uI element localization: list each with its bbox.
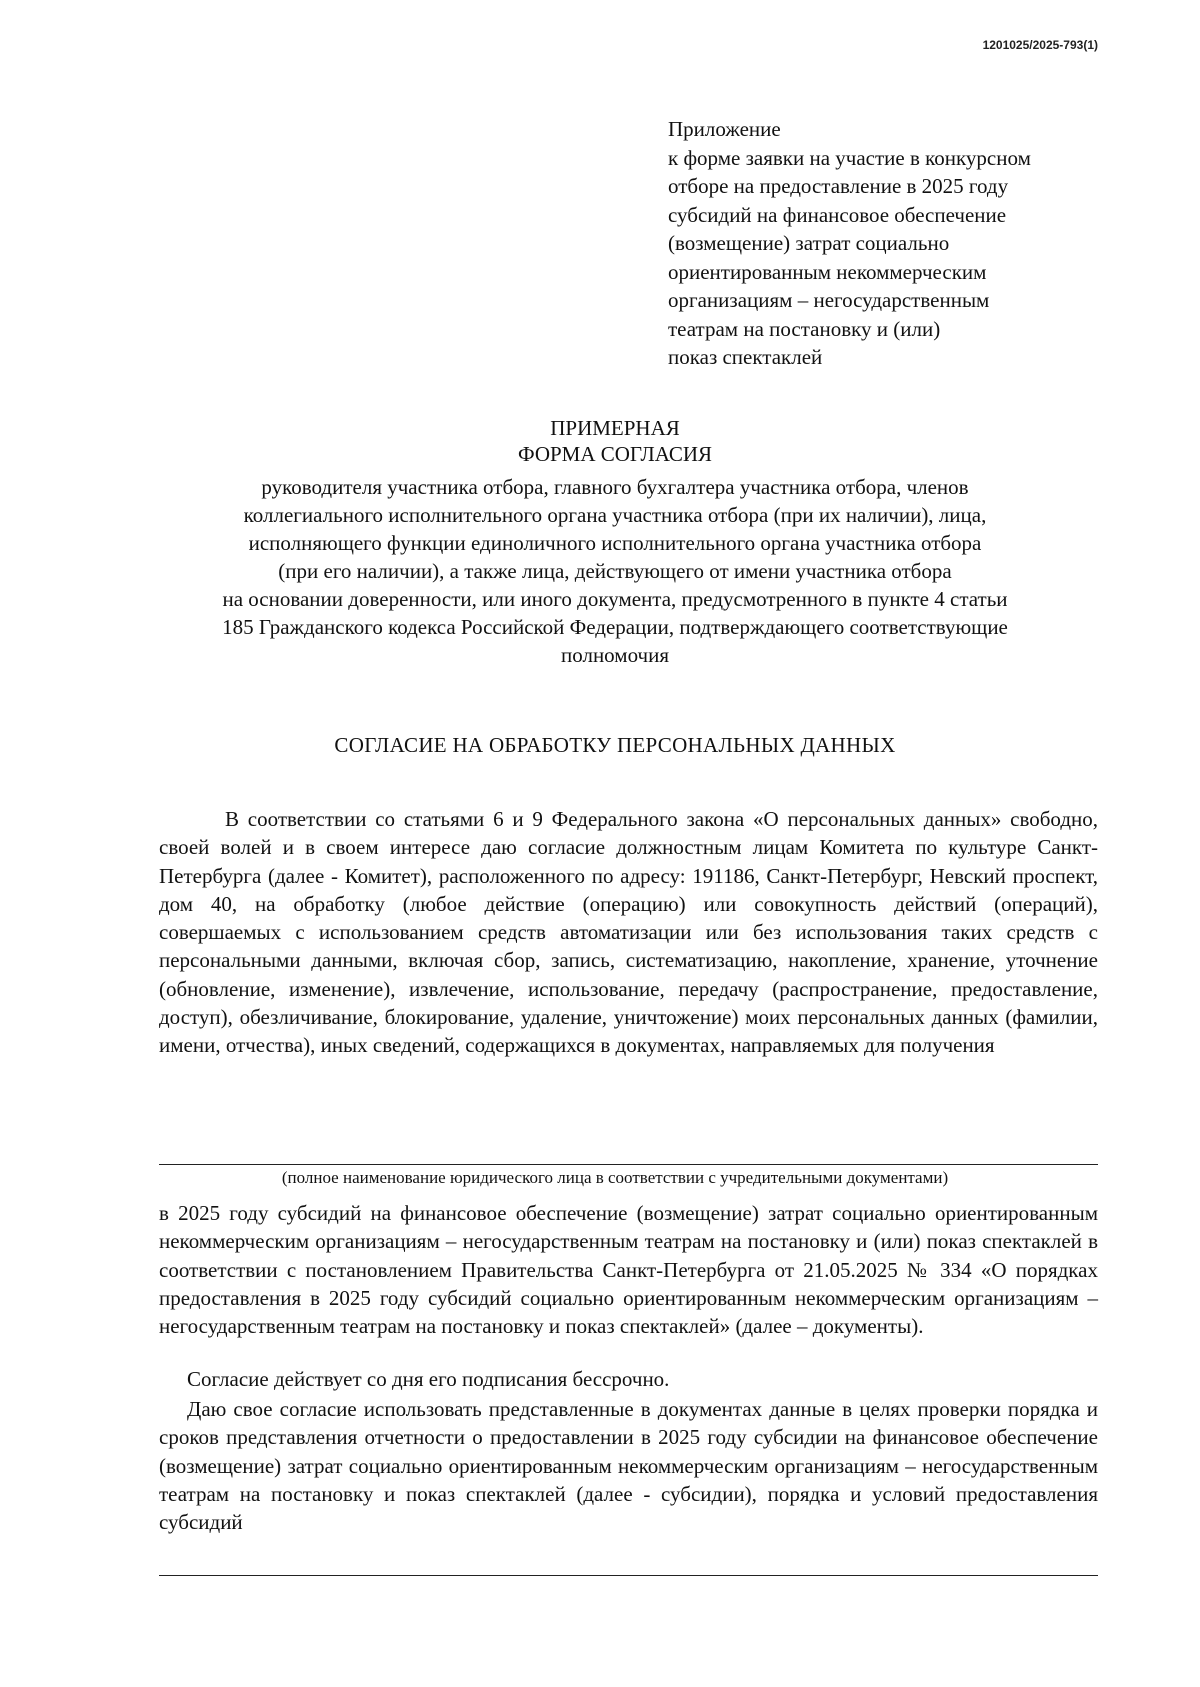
form-subtitle-line: на основании доверенности, или иного документа, предусмотренного в пункте 4 статьи — [222, 587, 1008, 611]
bottom-fill-in-line — [159, 1575, 1098, 1576]
appendix-block — [668, 115, 1108, 372]
form-subtitle-line: исполняющего функции единоличного исполнительного органа участника отбора — [248, 531, 982, 555]
appendix-line: ориентированным некоммерческим — [668, 259, 987, 284]
appendix-line: театрам на постановку и (или) — [668, 316, 941, 341]
appendix-line: показ спектаклей — [668, 345, 823, 369]
form-subtitle — [150, 473, 1080, 669]
consent-paragraph-4: Даю свое согласие использовать представленные в документах данные в целях проверки порядка и сроков представления отчетности о предоставлении в 2025 году субсидии на финансовое обеспечение (возмещение) затрат социально ориентированным некоммерческим организациям – негосударственным театрам на постановку и показ спектаклей (далее - субсидии), порядка и условий предоставления субсидий — [159, 1397, 1098, 1535]
appendix-line: организациям – негосударственным — [668, 288, 990, 312]
form-subtitle-line: 185 Гражданского кодекса Российской Федерации, подтверждающего соответствующие — [222, 615, 1008, 639]
consent-paragraph-2: в 2025 году субсидий на финансовое обеспечение (возмещение) затрат социально ориентированным некоммерческим организациям – негосударственным театрам на постановку и (или) показ спектаклей в соответствии с постановлением Правительства Санкт-Петербурга от 21.05.2025 № 334 «О порядках предоставления в 2025 году субсидий социально ориентированным некоммерческим организациям – негосударственным театрам на постановку и показ спектаклей» (далее – документы). — [159, 1201, 1098, 1339]
appendix-line: (возмещение) затрат социально — [668, 231, 950, 255]
fill-in-line-caption: (полное наименование юридического лица в соответствии с учредительными документами) — [281, 1168, 949, 1187]
fill-in-line-organization-name — [159, 1164, 1098, 1165]
document-id: 1201025/2025-793(1) — [982, 38, 1098, 52]
consent-title: СОГЛАСИЕ НА ОБРАБОТКУ ПЕРСОНАЛЬНЫХ ДАННЫХ — [334, 733, 896, 757]
appendix-line: субсидий на финансовое обеспечение — [668, 202, 1007, 227]
form-subtitle-line: коллегиального исполнительного органа участника отбора (при их наличии), лица, — [243, 503, 987, 527]
form-title-line: ПРИМЕРНАЯ — [550, 416, 680, 440]
appendix-line: к форме заявки на участие в конкурсном — [668, 145, 1031, 170]
form-subtitle-line: полномочия — [561, 643, 669, 667]
form-subtitle-line: (при его наличии), а также лица, действующего от имени участника отбора — [278, 559, 952, 583]
consent-paragraph-3: Согласие действует со дня его подписания бессрочно. — [187, 1367, 670, 1391]
form-title — [150, 415, 1080, 467]
consent-paragraph-1: В соответствии со статьями 6 и 9 Федерального закона «О персональных данных» свободно, своей волей и в своем интересе даю согласие должностным лицам Комитета по культуре Санкт-Петербурга (далее - Комитет), расположенного по адресу: 191186, Санкт-Петербург, Невский проспект, дом 40, на обработку (любое действие (операцию) или совокупность действий (операций), совершаемых с использованием средств автоматизации или без использования таких средств с персональными данными, включая сбор, запись, систематизацию, накопление, хранение, уточнение (обновление, изменение), извлечение, использование, передачу (распространение, предоставление, доступ), обезличивание, блокирование, удаление, уничтожение) моих персональных данных (фамилии, имени, отчества), иных сведений, содержащихся в документах, направляемых для получения — [159, 807, 1098, 1058]
appendix-line: Приложение — [668, 117, 781, 141]
form-subtitle-line: руководителя участника отбора, главного бухгалтера участника отбора, членов — [261, 475, 969, 499]
appendix-line: отборе на предоставление в 2025 году — [668, 174, 1009, 198]
form-title-line: ФОРМА СОГЛАСИЯ — [517, 442, 713, 466]
